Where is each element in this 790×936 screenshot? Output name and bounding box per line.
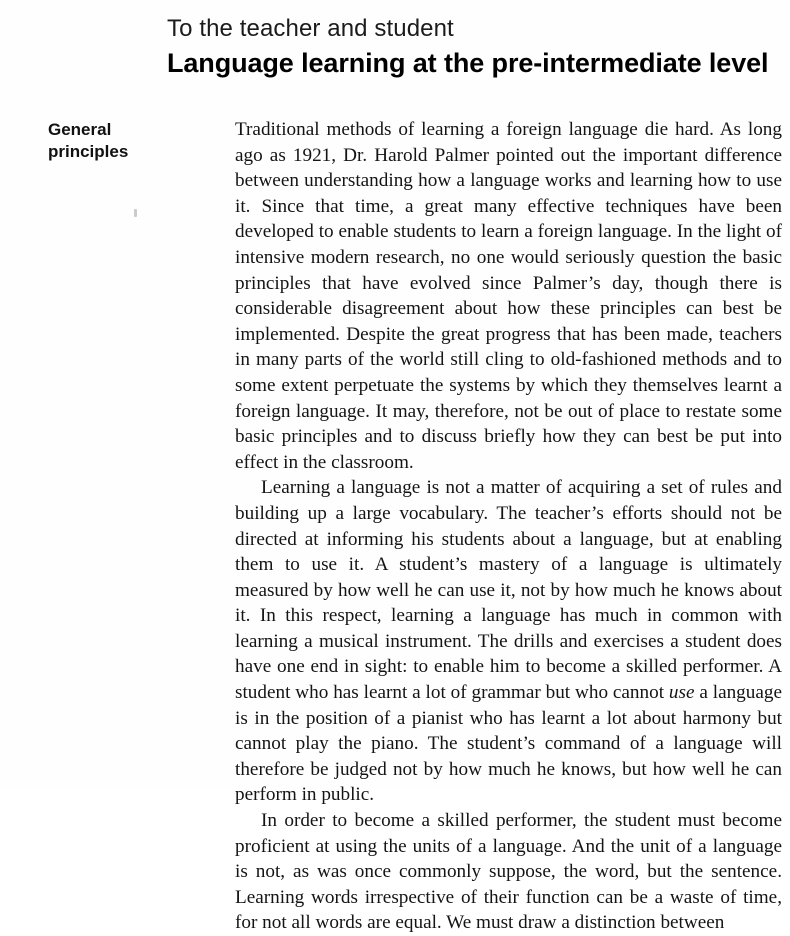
body-paragraph bbox=[235, 808, 782, 936]
margin-heading-line-2: principles bbox=[48, 142, 129, 161]
body-text-column bbox=[235, 117, 782, 936]
body-text-run: In order to become a skilled performer, the student must become proficient at using the units of a language. And the unit of a language is not, as was once commonly suppose, the word, but the sentence. Learning words irrespective of their function can be a waste of time, for not all words are equal. We must draw a distinction between bbox=[235, 810, 782, 934]
emphasis-text: use bbox=[668, 682, 695, 704]
body-paragraph bbox=[235, 475, 782, 808]
margin-heading bbox=[48, 119, 218, 163]
page-heading bbox=[167, 14, 782, 80]
body-paragraph bbox=[235, 117, 782, 475]
body-text-run: Traditional methods of learning a foreign language die hard. As long ago as 1921, Dr. Harold Palmer pointed out the important difference between understanding how a language works and learning how to use it. Since that time, a great many effective techniques have been developed to enable students to learn a foreign language. In the light of intensive modern research, no one would seriously question the basic principles that have evolved since Palmer’s day, though there is considerable disagreement about how these principles can best be implemented. Despite the great progress that has been made, teachers in many parts of the world still cling to old-fashioned methods and to some extent perpetuate the systems by which they themselves learnt a foreign language. It may, therefore, not be out of place to restate some basic principles and to discuss briefly how they can best be put into effect in the classroom. bbox=[235, 119, 782, 473]
scan-speck-artifact bbox=[134, 209, 137, 217]
margin-heading-line-1: General bbox=[48, 120, 112, 139]
page-title: Language learning at the pre-intermediate level bbox=[167, 48, 769, 78]
body-text-run: Learning a language is not a matter of acquiring a set of rules and building up a large vocabulary. The teacher’s efforts should not be directed at informing his students about a language, but at enabling them to use it. A student’s mastery of a language is ultimately measured by how well he can use it, not by how much he knows about it. In this respect, learning a language has much in common with learning a musical instrument. The drills and exercises a student does have one end in sight: to enable him to become a skilled performer. A student who has learnt a lot of grammar but who cannot bbox=[235, 477, 782, 704]
body-text-run: a language is in the position of a pianist who has learnt a lot about harmony but cannot play the piano. The student’s command of a language will therefore be judged not by how much he knows, but how well he can perform in public. bbox=[235, 682, 782, 806]
heading-eyebrow: To the teacher and student bbox=[167, 15, 454, 42]
